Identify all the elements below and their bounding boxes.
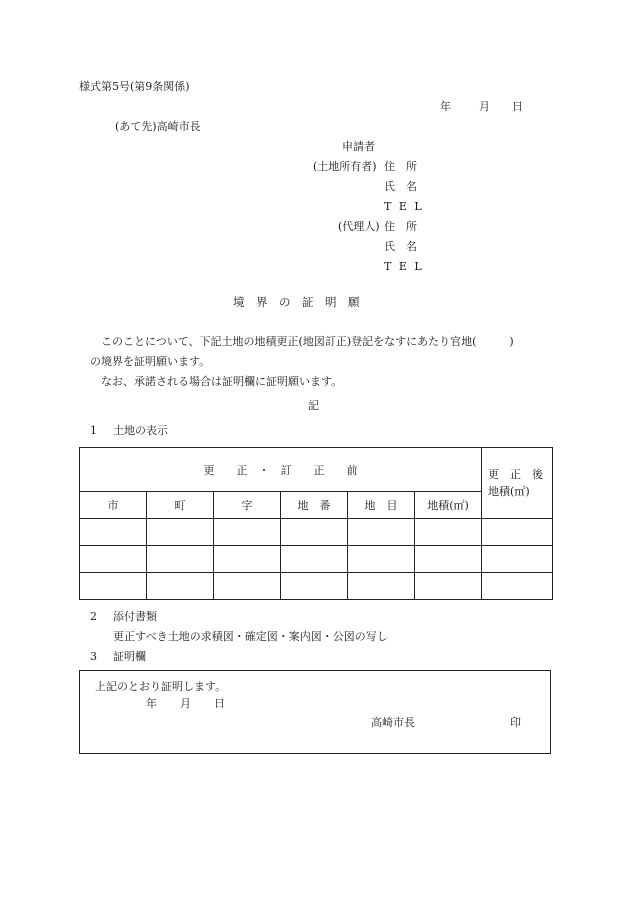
seal-mark: 印 <box>510 716 521 729</box>
table-cell[interactable] <box>281 519 348 546</box>
table-row <box>80 546 553 573</box>
table-cell[interactable] <box>147 573 214 600</box>
table-cell[interactable] <box>80 573 147 600</box>
table-cell[interactable] <box>348 573 415 600</box>
section2-number: 2 <box>90 610 97 623</box>
document-title: 境 界 の 証 明 願 <box>233 295 360 309</box>
certification-text: 上記のとおり証明します。 <box>95 680 227 693</box>
section1-title: 土地の表示 <box>113 424 168 437</box>
table-cell[interactable] <box>281 546 348 573</box>
column-area: 地積(㎡) <box>415 492 482 519</box>
before-correction-header: 更 正 ・ 訂 正 前 <box>80 448 482 492</box>
column-lot-number: 地 番 <box>281 492 348 519</box>
land-table <box>79 447 553 600</box>
table-row <box>80 519 553 546</box>
table-cell[interactable] <box>415 573 482 600</box>
table-cell[interactable] <box>482 573 553 600</box>
column-town: 町 <box>147 492 214 519</box>
agent-name-label: 氏 名 <box>384 240 417 253</box>
cert-mayor: 高崎市長 <box>371 716 415 729</box>
date-year-label: 年 <box>440 100 451 113</box>
owner-address-label: 住 所 <box>384 160 417 173</box>
form-number: 様式第5号(第9条関係) <box>79 80 190 93</box>
after-header-line2: 地積(㎡) <box>488 485 530 498</box>
owner-prefix: (土地所有者) <box>313 160 377 173</box>
date-month-label: 月 <box>479 100 490 113</box>
cert-month-label: 月 <box>180 697 191 710</box>
owner-tel-label: T E L <box>384 200 424 213</box>
table-cell[interactable] <box>80 519 147 546</box>
section3-number: 3 <box>90 650 97 663</box>
section3-title: 証明欄 <box>113 650 146 663</box>
cert-day-label: 日 <box>214 697 225 710</box>
column-land-category: 地 目 <box>348 492 415 519</box>
after-header-line1: 更 正 後 <box>488 468 544 481</box>
agent-address-label: 住 所 <box>384 220 417 233</box>
after-correction-header <box>482 448 553 519</box>
section1-number: 1 <box>90 424 97 437</box>
table-cell[interactable] <box>281 573 348 600</box>
table-cell[interactable] <box>415 519 482 546</box>
table-cell[interactable] <box>348 546 415 573</box>
table-cell[interactable] <box>214 519 281 546</box>
table-row <box>80 573 553 600</box>
agent-prefix: (代理人) <box>338 220 380 233</box>
table-cell[interactable] <box>80 546 147 573</box>
body-line-1: このことについて、下記土地の地積更正(地図訂正)登記をなすにあたり官地( ) <box>101 335 514 348</box>
agent-tel-label: T E L <box>384 260 424 273</box>
applicant-heading: 申請者 <box>342 140 375 153</box>
attachments-list: 更正すべき土地の求積図・確定図・案内図・公図の写し <box>113 630 388 643</box>
column-aza: 字 <box>214 492 281 519</box>
table-cell[interactable] <box>482 546 553 573</box>
table-cell[interactable] <box>214 546 281 573</box>
table-cell[interactable] <box>147 546 214 573</box>
column-city: 市 <box>80 492 147 519</box>
date-day-label: 日 <box>512 100 523 113</box>
owner-name-label: 氏 名 <box>384 180 417 193</box>
ki-mark: 記 <box>308 399 319 412</box>
section2-title: 添付書類 <box>113 610 157 623</box>
table-cell[interactable] <box>214 573 281 600</box>
table-cell[interactable] <box>482 519 553 546</box>
table-cell[interactable] <box>348 519 415 546</box>
cert-year-label: 年 <box>146 697 157 710</box>
addressee: (あて先)高崎市長 <box>115 120 201 133</box>
body-line-2: の境界を証明願います。 <box>90 355 211 368</box>
table-cell[interactable] <box>147 519 214 546</box>
body-line-3: なお、承諾される場合は証明欄に証明願います。 <box>101 375 343 388</box>
table-cell[interactable] <box>415 546 482 573</box>
